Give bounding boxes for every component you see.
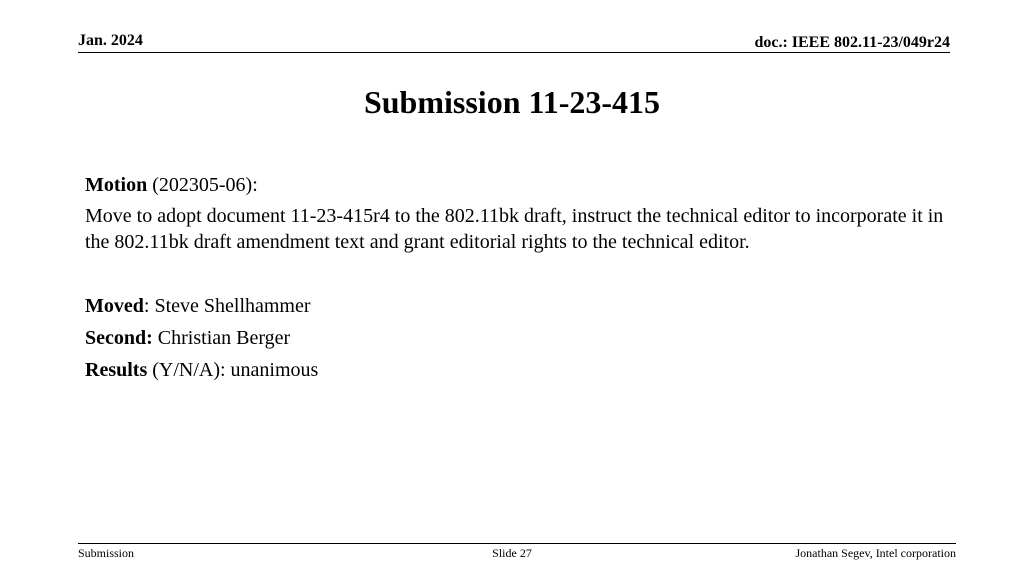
motion-text: Move to adopt document 11-23-415r4 to the 802.11bk draft, instruct the technical editor to incorporate it in the 802.11bk draft amendment text and grant editorial rights to the technical editor. xyxy=(85,205,944,253)
motion-line xyxy=(85,172,945,198)
header-date: Jan. 2024 xyxy=(78,32,143,49)
footer-divider xyxy=(78,543,956,544)
footer-slide-number: Slide 27 xyxy=(492,546,532,560)
slide-title: Submission 11-23-415 xyxy=(363,84,661,120)
second-value: Christian Berger xyxy=(152,327,291,349)
results-value: (Y/N/A): unanimous xyxy=(147,359,319,381)
footer-author: Jonathan Segev, Intel corporation xyxy=(795,546,956,560)
moved-value: : Steve Shellhammer xyxy=(143,295,311,317)
second-label: Second: xyxy=(85,327,153,349)
footer-left: Submission xyxy=(78,546,135,560)
moved-line xyxy=(85,293,945,319)
header-doc-id: doc.: IEEE 802.11-23/049r24 xyxy=(754,34,950,51)
results-label: Results xyxy=(85,359,148,381)
motion-value: (202305-06): xyxy=(147,174,258,196)
results-line xyxy=(85,357,945,383)
second-line xyxy=(85,325,945,351)
header-divider xyxy=(78,52,950,53)
moved-label: Moved xyxy=(85,295,144,317)
motion-label: Motion xyxy=(85,174,148,196)
